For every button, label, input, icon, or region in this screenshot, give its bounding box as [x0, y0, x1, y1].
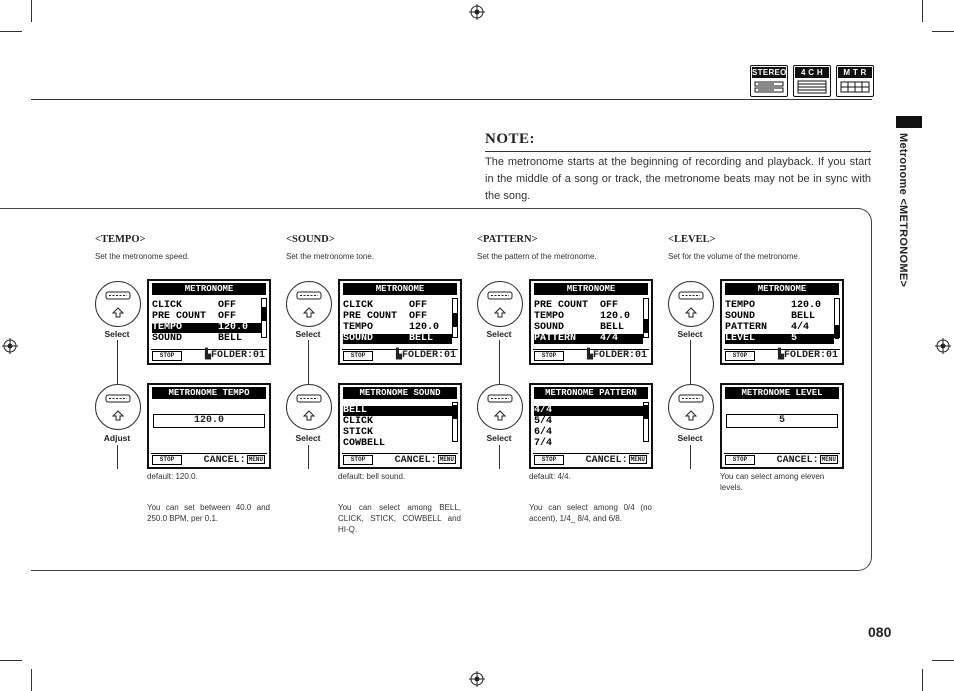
- lcd-header: METRONOME: [343, 283, 457, 295]
- lcd-option-row: CLICK: [343, 416, 374, 427]
- lcd-screen-setting: [147, 383, 271, 469]
- lcd-footer: [724, 453, 840, 465]
- cancel-text: CANCEL:: [203, 455, 246, 467]
- connector-line: [690, 340, 691, 384]
- lcd-option-row: 7/4: [534, 438, 553, 449]
- connector-line: [690, 445, 691, 469]
- cancel-text: CANCEL:: [776, 455, 819, 467]
- side-tab-marker: [896, 116, 922, 128]
- lcd-header: METRONOME: [534, 283, 648, 295]
- lcd-value-box: 5: [726, 414, 838, 428]
- lcd-footer: [151, 349, 267, 361]
- crop-mark: [922, 0, 923, 22]
- crop-mark: [31, 0, 32, 22]
- badge-label: STEREO: [752, 68, 787, 77]
- lcd-screen-setting: [529, 383, 653, 469]
- lcd-menu-row: SOUND BELL: [534, 322, 625, 333]
- knob-caption: Select: [295, 433, 321, 443]
- knob-caption: Select: [677, 433, 703, 443]
- lcd-option-row: COWBELL: [343, 438, 386, 449]
- lcd-menu-row: SOUND BELL: [152, 333, 243, 344]
- knob-caption: Select: [486, 329, 512, 339]
- lcd-menu-row: LEVEL 5: [725, 334, 834, 344]
- lcd-header: METRONOME PATTERN: [534, 387, 648, 399]
- section-subtitle: Set the metronome tone.: [286, 252, 375, 261]
- lcd-menu-row: CLICK OFF: [152, 300, 237, 311]
- registration-mark-icon: [469, 671, 485, 687]
- cancel-label: [777, 454, 838, 466]
- stop-label: STOP: [534, 455, 564, 465]
- folder-label: ▙FOLDER:01: [395, 350, 456, 361]
- stop-label: STOP: [343, 351, 373, 361]
- section-title: <TEMPO>: [95, 234, 146, 245]
- knob-caption: Select: [486, 433, 512, 443]
- section-subtitle: Set for the volume of the metronome.: [668, 252, 801, 261]
- cancel-text: CANCEL:: [585, 455, 628, 467]
- lcd-scrollbar: [643, 298, 649, 338]
- lcd-option-row: 4/4: [534, 406, 643, 416]
- crop-mark: [932, 660, 954, 661]
- section-subtitle: Set the metronome speed.: [95, 252, 190, 261]
- dial-knob-icon: [477, 384, 523, 430]
- lcd-header: METRONOME TEMPO: [152, 387, 266, 399]
- lcd-screen-menu: [529, 279, 653, 365]
- folder-label: ▙FOLDER:01: [777, 350, 838, 361]
- lcd-option-row: 5/4: [534, 416, 553, 427]
- stop-label: STOP: [152, 351, 182, 361]
- lcd-menu-row: TEMPO 120.0: [343, 322, 440, 333]
- note-title: NOTE:: [485, 131, 536, 147]
- default-value-text: default: bell sound.: [338, 472, 406, 481]
- dial-knob-icon: [95, 281, 141, 327]
- dial-knob-icon: [477, 281, 523, 327]
- lcd-footer: [533, 453, 649, 465]
- knob-caption: Select: [104, 329, 130, 339]
- registration-mark-icon: [469, 4, 485, 20]
- lcd-option-row: BELL: [343, 406, 452, 416]
- lcd-menu-row: PATTERN 4/4: [534, 334, 643, 344]
- range-note-text: You can select among 0/4 (no accent), 1/4_ 8/4, and 6/8.: [529, 503, 652, 523]
- stop-label: STOP: [343, 455, 373, 465]
- lcd-menu-row: PATTERN 4/4: [725, 322, 810, 333]
- lcd-header: METRONOME: [725, 283, 839, 295]
- lcd-footer: [533, 349, 649, 361]
- default-value-text: default: 4/4.: [529, 472, 571, 481]
- crop-mark: [0, 660, 22, 661]
- lcd-header: METRONOME LEVEL: [725, 387, 839, 399]
- lcd-scrollbar: [834, 298, 840, 338]
- crop-mark: [922, 669, 923, 691]
- lcd-header: METRONOME SOUND: [343, 387, 457, 399]
- lcd-menu-row: SOUND BELL: [725, 311, 816, 322]
- note-text: The metronome starts at the beginning of recording and playback. If you start in the middle of a song or track, the metronome beats may not be in sync with the song.: [485, 156, 871, 202]
- lcd-value-box: 120.0: [153, 414, 265, 428]
- lcd-screen-menu: [147, 279, 271, 365]
- registration-mark-icon: [2, 338, 18, 354]
- dial-knob-icon: [95, 384, 141, 430]
- badge-label: M T R: [838, 67, 872, 78]
- cancel-text: CANCEL:: [394, 455, 437, 467]
- section-title: <SOUND>: [286, 234, 335, 245]
- connector-line: [308, 340, 309, 384]
- lcd-screen-setting: [720, 383, 844, 469]
- badge-label: 4 C H: [795, 67, 829, 78]
- folder-label: ▙FOLDER:01: [586, 350, 647, 361]
- menu-key-label: MENU: [439, 456, 454, 463]
- crop-mark: [0, 31, 22, 32]
- dial-knob-icon: [668, 281, 714, 327]
- side-chapter-label: Metronome <METRONOME>: [897, 133, 909, 288]
- lcd-screen-setting: [338, 383, 462, 469]
- lcd-menu-row: TEMPO 120.0: [534, 311, 631, 322]
- lcd-screen-menu: [720, 279, 844, 365]
- lcd-menu-row: TEMPO 120.0: [725, 300, 822, 311]
- 4ch-track-icon: [797, 80, 827, 94]
- folder-label: ▙FOLDER:01: [204, 350, 265, 361]
- range-note-text: You can select among eleven levels.: [720, 472, 825, 492]
- mtr-mode-badge: [836, 65, 874, 97]
- lcd-scrollbar: [261, 298, 267, 338]
- default-value-text: default: 120.0.: [147, 472, 198, 481]
- lcd-footer: [342, 453, 458, 465]
- lcd-menu-row: PRE COUNT OFF: [343, 311, 428, 322]
- connector-line: [117, 445, 118, 469]
- knob-caption: Select: [677, 329, 703, 339]
- menu-key-label: MENU: [630, 456, 645, 463]
- connector-line: [499, 445, 500, 469]
- crop-mark: [31, 669, 32, 691]
- stop-label: STOP: [534, 351, 564, 361]
- stop-label: STOP: [725, 351, 755, 361]
- crop-mark: [932, 31, 954, 32]
- dial-knob-icon: [286, 384, 332, 430]
- menu-key-label: MENU: [821, 456, 836, 463]
- header-rule: [31, 99, 872, 100]
- connector-line: [499, 340, 500, 384]
- stop-label: STOP: [152, 455, 182, 465]
- stereo-track-icon: [754, 80, 784, 94]
- cancel-label: [395, 454, 456, 466]
- cancel-label: [586, 454, 647, 466]
- knob-caption: Select: [295, 329, 321, 339]
- lcd-menu-row: SOUND BELL: [343, 334, 452, 344]
- dial-knob-icon: [668, 384, 714, 430]
- registration-mark-icon: [935, 338, 951, 354]
- mtr-track-icon: [840, 80, 870, 94]
- lcd-scrollbar: [452, 298, 458, 338]
- lcd-header: METRONOME: [152, 283, 266, 295]
- connector-line: [308, 445, 309, 469]
- section-title: <PATTERN>: [477, 234, 538, 245]
- 4ch-mode-badge: [793, 65, 831, 97]
- connector-line: [117, 340, 118, 384]
- range-note-text: You can select among BELL, CLICK, STICK, COWBELL and HI-Q.: [338, 503, 461, 534]
- dial-knob-icon: [286, 281, 332, 327]
- lcd-screen-menu: [338, 279, 462, 365]
- menu-key-label: MENU: [248, 456, 263, 463]
- stop-label: STOP: [725, 455, 755, 465]
- lcd-menu-row: TEMPO 120.0: [152, 323, 261, 333]
- lcd-footer: [151, 453, 267, 465]
- section-subtitle: Set the pattern of the metronome.: [477, 252, 597, 261]
- cancel-label: [204, 454, 265, 466]
- lcd-footer: [724, 349, 840, 361]
- lcd-footer: [342, 349, 458, 361]
- lcd-scrollbar: [452, 402, 458, 442]
- lcd-option-row: 6/4: [534, 427, 553, 438]
- stereo-mode-badge: [750, 65, 788, 97]
- knob-caption: Adjust: [103, 433, 131, 443]
- note-rule: [485, 151, 871, 152]
- lcd-menu-row: PRE COUNT OFF: [152, 311, 237, 322]
- range-note-text: You can set between 40.0 and 250.0 BPM, per 0.1.: [147, 503, 270, 523]
- lcd-scrollbar: [643, 402, 649, 442]
- lcd-option-row: STICK: [343, 427, 374, 438]
- lcd-menu-row: PRE COUNT OFF: [534, 300, 619, 311]
- section-title: <LEVEL>: [668, 234, 716, 245]
- page-number: 080: [868, 624, 892, 640]
- lcd-menu-row: CLICK OFF: [343, 300, 428, 311]
